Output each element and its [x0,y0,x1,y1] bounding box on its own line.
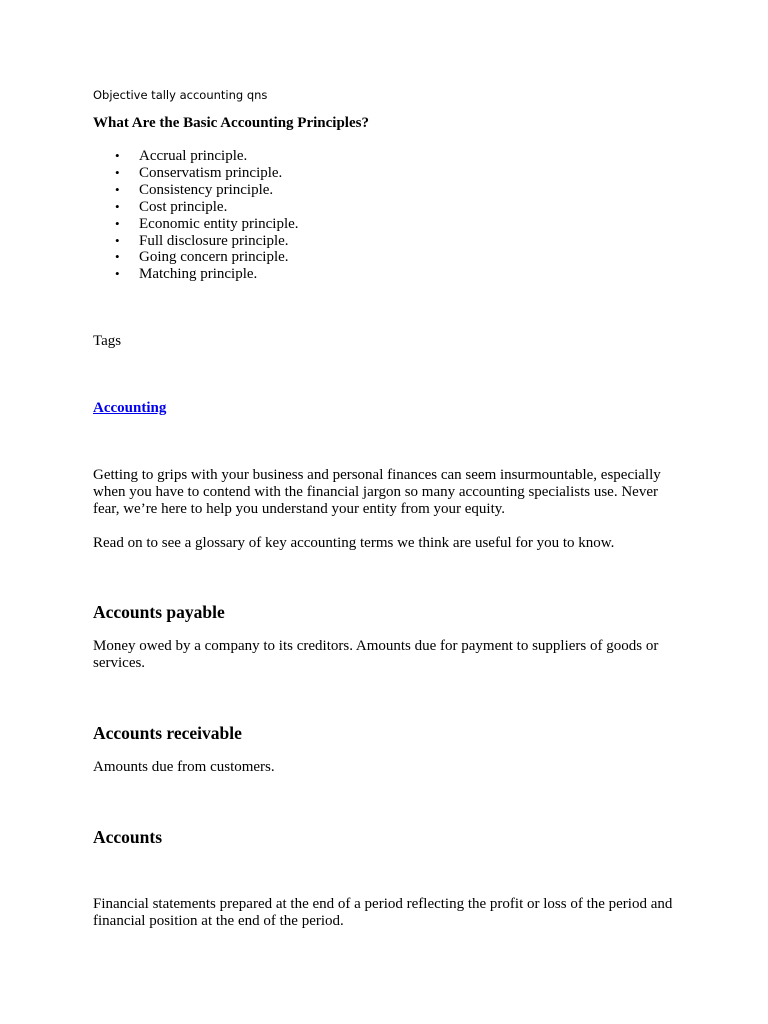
glossary-term-heading: Accounts receivable [93,723,242,743]
glossary-term-definition: Amounts due from customers. [93,759,275,775]
glossary-term-heading: Accounts [93,827,163,847]
bullet-icon: • [115,249,120,265]
glossary-term-definition: Money owed by a company to its creditors. Amounts due for payment to suppliers of goods or services. [93,638,659,671]
glossary-term-definition: Financial statements prepared at the end of a period reflecting the profit or loss of the period and financial position at the end of the period. [93,896,673,929]
glossary-term-heading: Accounts payable [93,602,225,622]
list-item: • Matching principle. [115,266,258,283]
bullet-icon: • [115,266,120,282]
principles-list [93,148,299,283]
intro-paragraph: Getting to grips with your business and personal finances can seem insurmountable, especially when you have to contend with the financial jargon so many accounting specialists use. Never fear, we’re here to help you understand your entity from your equity. [93,467,661,517]
bullet-icon: • [115,198,120,214]
bullet-icon: • [115,181,120,197]
bullet-icon: • [115,215,120,231]
principles-heading: What Are the Basic Accounting Principles? [93,115,369,131]
tag-link-accounting[interactable]: Accounting [93,400,167,416]
list-item: • Cost principle. [115,198,228,215]
list-item: • Accrual principle. [115,148,248,164]
bullet-icon: • [115,164,120,180]
list-item: • Consistency principle. [115,181,274,198]
read-on-paragraph: Read on to see a glossary of key accounting terms we think are useful for you to know. [93,535,615,551]
tags-label: Tags [93,333,122,349]
list-item: • Full disclosure principle. [115,232,289,249]
list-item: • Conservatism principle. [115,164,283,181]
bullet-icon: • [115,148,120,163]
document-title: Objective tally accounting qns [93,88,268,102]
list-item: • Economic entity principle. [115,215,299,232]
bullet-icon: • [115,232,120,248]
list-item: • Going concern principle. [115,249,289,266]
